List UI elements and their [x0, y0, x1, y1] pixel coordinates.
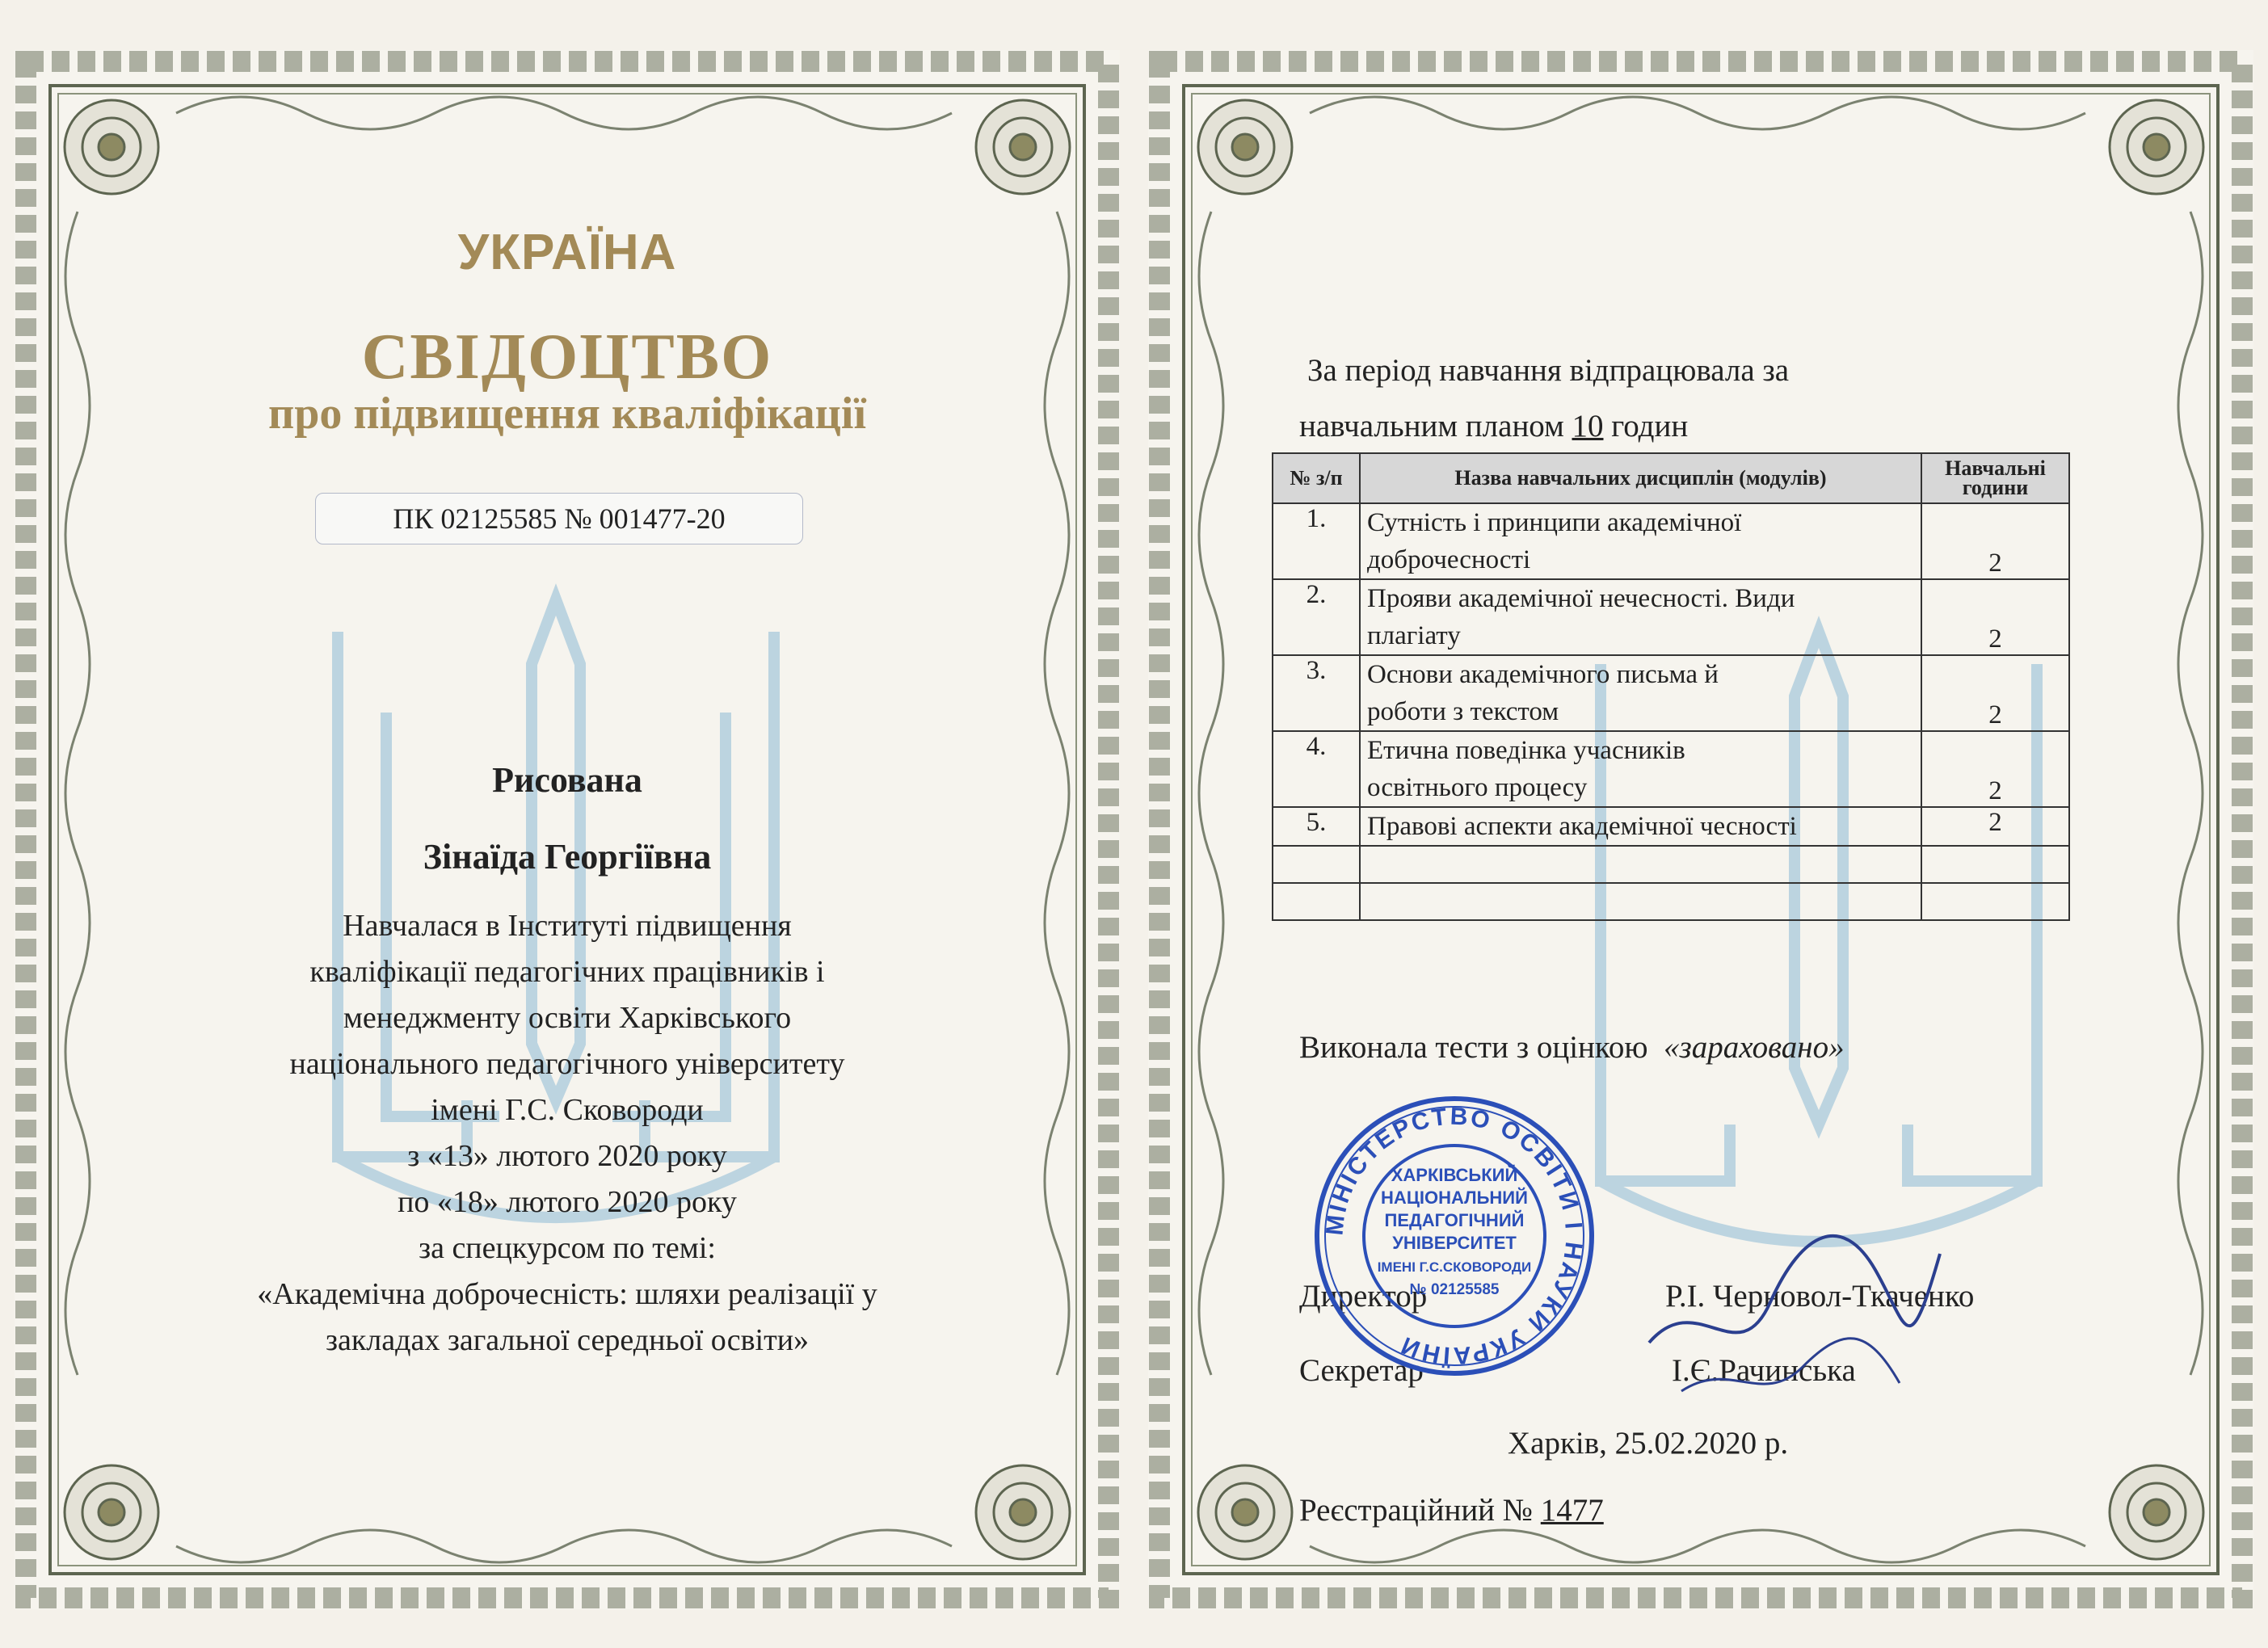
table-row-empty [1273, 883, 2069, 920]
study-period-line: За період навчання відпрацювала за [1307, 353, 1790, 388]
stamp-center-line: НАЦІОНАЛЬНИЙ [1381, 1188, 1528, 1208]
study-hours-prefix: навчальним планом [1299, 409, 1572, 444]
secretary-name: І.Є.Рачинська [1672, 1353, 1856, 1388]
body-line: за спецкурсом по темі: [419, 1231, 716, 1265]
tests-line [1299, 1029, 1845, 1066]
course-end-date: по «18» лютого 2020 року [398, 1185, 737, 1219]
registration-code-field: ПК 02125585 № 001477-20 [315, 493, 803, 544]
official-stamp [1309, 1091, 1600, 1381]
row-number: 1. [1273, 503, 1360, 579]
secretary-label: Секретар [1299, 1353, 1424, 1388]
document-subtitle: про підвищення кваліфікації [267, 389, 867, 439]
course-topic: закладах загальної середньої освіти» [325, 1323, 810, 1357]
row-discipline-line: Сутність і принципи академічної [1367, 508, 1742, 537]
row-number: 4. [1273, 731, 1360, 807]
row-number: 5. [1273, 807, 1360, 846]
row-hours: 2 [1921, 655, 2069, 731]
tests-label: Виконала тести з оцінкою [1299, 1030, 1648, 1065]
tests-result: «зараховано» [1664, 1030, 1845, 1065]
row-number: 3. [1273, 655, 1360, 731]
row-discipline-line: доброчесності [1367, 545, 1531, 574]
stamp-ring-text: МІНІСТЕРСТВО ОСВІТИ І НАУКИ УКРАЇНИ [1321, 1103, 1588, 1369]
ornamental-border [15, 50, 1120, 1609]
row-number: 2. [1273, 579, 1360, 655]
row-discipline-line: Етична поведінка учасників [1367, 736, 1685, 765]
table-row [1273, 503, 2069, 579]
stamp-center-line: УНІВЕРСИТЕТ [1392, 1233, 1517, 1253]
director-label: Директор [1299, 1279, 1428, 1314]
body-line: імені Г.С. Сковороди [431, 1093, 704, 1127]
row-discipline-line: освітнього процесу [1367, 773, 1588, 802]
row-discipline [1360, 731, 1921, 807]
recipient-given-names: Зінаїда Георгіївна [423, 837, 712, 877]
row-hours: 2 [1921, 731, 2069, 807]
body-line: Навчалася в Інституті підвищення [343, 909, 792, 943]
row-discipline [1360, 579, 1921, 655]
row-hours: 2 [1921, 579, 2069, 655]
table-row-empty [1273, 846, 2069, 883]
registration-line [1299, 1492, 1604, 1528]
header-hours: Навчальні години [1921, 453, 2069, 503]
study-hours-line [1299, 408, 1688, 444]
certificate-front-page [15, 50, 1120, 1609]
row-discipline-line: плагіату [1367, 621, 1461, 650]
registration-number: 1477 [1540, 1493, 1604, 1528]
document-title: СВІДОЦТВО [361, 322, 773, 393]
stamp-center-line: ІМЕНІ Г.С.СКОВОРОДИ [1377, 1259, 1532, 1275]
country-heading: УКРАЇНА [457, 225, 677, 280]
study-hours-value: 10 [1572, 409, 1604, 444]
table-header-row [1273, 453, 2069, 503]
course-topic: «Академічна доброчесність: шляхи реалізації у [257, 1277, 877, 1311]
table-row [1273, 731, 2069, 807]
place-date: Харків, 25.02.2020 р. [1508, 1426, 1789, 1461]
disciplines-table [1272, 452, 2070, 921]
header-discipline: Назва навчальних дисциплін (модулів) [1360, 453, 1921, 503]
body-line: менеджменту освіти Харківського [343, 1001, 792, 1035]
study-hours-suffix: годин [1603, 409, 1689, 444]
row-discipline [1360, 655, 1921, 731]
stamp-center-line: ПЕДАГОГІЧНИЙ [1384, 1210, 1525, 1230]
body-line: національного педагогічного університету [289, 1047, 845, 1081]
header-number: № з/п [1273, 453, 1360, 503]
director-name: Р.І. Черновол-Ткаченко [1665, 1279, 1975, 1314]
signature-icon [1633, 1165, 1956, 1423]
recipient-surname: Рисована [492, 760, 642, 800]
course-start-date: з «13» лютого 2020 року [407, 1139, 727, 1173]
row-hours: 2 [1921, 807, 2069, 846]
row-discipline-line: роботи з текстом [1367, 697, 1559, 726]
row-hours: 2 [1921, 503, 2069, 579]
row-discipline-line: Прояви академічної нечесності. Види [1367, 584, 1795, 613]
table-row [1273, 579, 2069, 655]
table-row [1273, 807, 2069, 846]
stamp-center-line: № 02125585 [1409, 1281, 1500, 1298]
row-discipline: Правові аспекти академічної чесності [1360, 807, 1921, 846]
stamp-center-line: ХАРКІВСЬКИЙ [1391, 1165, 1518, 1185]
table-row [1273, 655, 2069, 731]
registration-label: Реєстраційний № [1299, 1493, 1541, 1528]
row-discipline [1360, 503, 1921, 579]
row-discipline-line: Основи академічного письма й [1367, 660, 1719, 689]
body-line: кваліфікації педагогічних працівників і [309, 955, 825, 989]
